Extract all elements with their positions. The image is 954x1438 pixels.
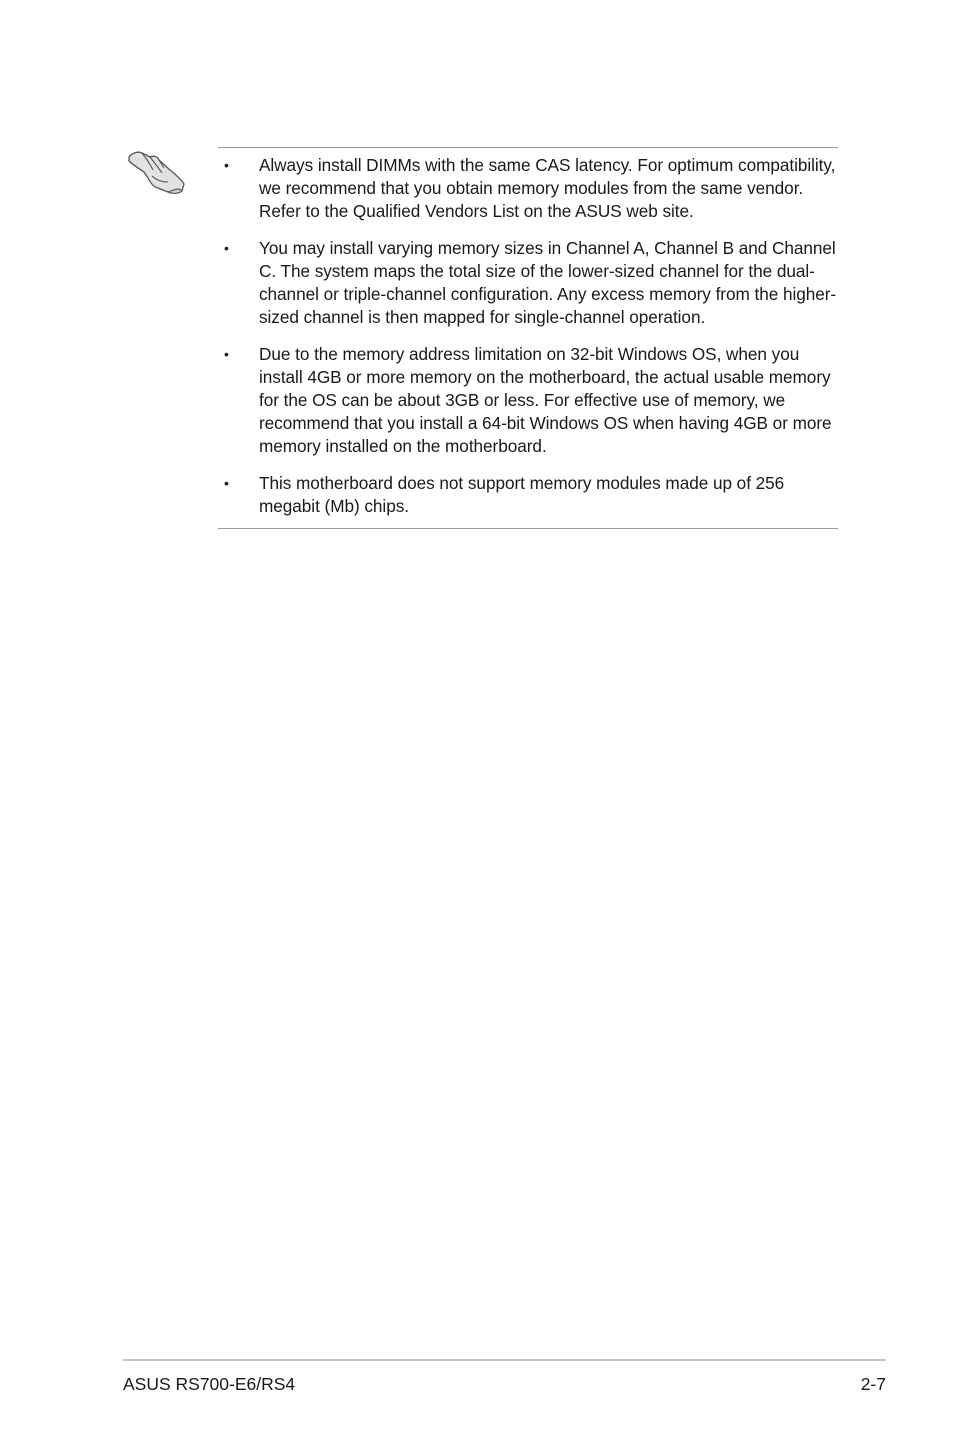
bullet-icon: •	[224, 475, 229, 491]
note-item-text: You may install varying memory sizes in Channel A, Channel B and Channel C. The system maps the total size of the lower-sized channel for the dual-channel or triple-channel configuration. Any excess memory from the higher-sized channel is then mapped for single-channel operation.	[259, 238, 837, 327]
note-box	[218, 147, 838, 529]
hand-pointing-icon	[126, 146, 186, 196]
footer-product-name: ASUS RS700-E6/RS4	[123, 1374, 296, 1394]
footer-page-number: 2-7	[860, 1374, 886, 1394]
bullet-icon: •	[224, 240, 229, 256]
note-item	[218, 343, 838, 458]
footer-divider	[123, 1359, 886, 1361]
note-item-text: This motherboard does not support memory modules made up of 256 megabit (Mb) chips.	[259, 473, 785, 516]
bullet-icon: •	[224, 346, 229, 362]
bullet-icon: •	[224, 157, 229, 173]
note-item	[218, 472, 838, 518]
note-item-text: Due to the memory address limitation on 32-bit Windows OS, when you install 4GB or more memory on the motherboard, the actual usable memory for the OS can be about 3GB or less. For effective use of memory, we recommend that you install a 64-bit Windows OS when having 4GB or more memory installed on the motherboard.	[259, 344, 832, 456]
note-item	[218, 154, 838, 223]
note-item	[218, 237, 838, 329]
note-list	[218, 154, 838, 518]
note-item-text: Always install DIMMs with the same CAS latency. For optimum compatibility, we recommend that you obtain memory modules from the same vendor. Refer to the Qualified Vendors List on the ASUS web site.	[259, 155, 836, 221]
